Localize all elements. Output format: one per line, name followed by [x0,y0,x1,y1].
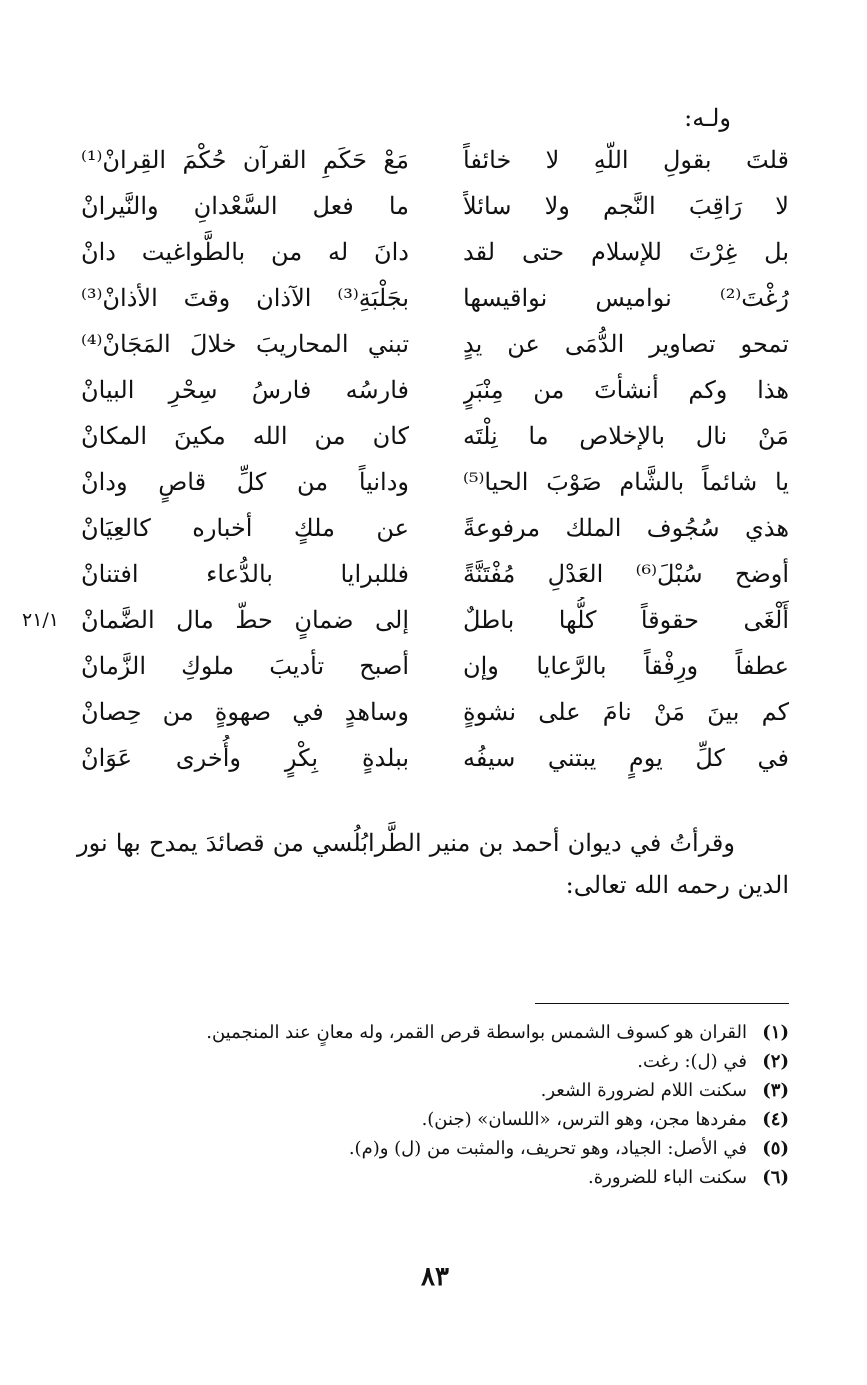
verse-second-hemistich: وساهدٍ في صهوةٍ من حِصانْ [81,698,409,726]
verse-second-hemistich: تبني المحاريبَ خلالَ المَجَانْ⁽⁴⁾ [81,330,409,358]
footnote-number: (٤) [762,1109,789,1130]
verse [0,413,867,459]
footnote-text: القران هو كسوف الشمس بواسطة قرص القمر، وله معانٍ عند المنجمين. [206,1022,747,1043]
verse [0,551,867,597]
margin-reference: ٢١/١ [22,609,60,631]
verse-second-hemistich: فارسُه فارسُ سِحْرِ البيانْ [81,376,409,404]
footnote-text: في الأصل: الجياد، وهو تحريف، والمثبت من (ل) و(م). [348,1138,747,1159]
verse [0,643,867,689]
verse-second-hemistich: أصبح تأديبَ ملوكِ الزَّمانْ [81,652,409,680]
verse-first-hemistich: رُغْتَ⁽²⁾ نواميس نواقيسها [463,284,789,312]
prose-paragraph [77,822,789,906]
verse-second-hemistich: مَعْ حَكَمِ القرآن حُكْمَ القِرانْ⁽¹⁾ [81,146,409,174]
verse [0,229,867,275]
footnote [77,1163,789,1192]
verse [0,321,867,367]
verse-second-hemistich: كان من الله مكينَ المكانْ [81,422,409,450]
verse-first-hemistich: تمحو تصاوير الدُّمَى عن يدٍ [463,330,789,358]
verse-first-hemistich: كم بينَ مَنْ نامَ على نشوةٍ [463,698,789,726]
verse-second-hemistich: عن ملكٍ أخباره كالعِيَانْ [81,514,409,542]
verse-first-hemistich: أوضح سُبْلَ⁽⁶⁾ العَدْلِ مُفْتَنَّةً [463,560,789,588]
verse-second-hemistich: ما فعل السَّعْدانِ والنَّيرانْ [81,192,409,220]
verse-first-hemistich: بل غِرْتَ للإسلام حتى لقد [463,238,789,266]
verse-second-hemistich: بجَلْبَةِ⁽³⁾ الآذان وقتَ الأذانْ⁽³⁾ [81,284,409,312]
verse [0,367,867,413]
verse-second-hemistich: دانَ له من بالطَّواغيت دانْ [81,238,409,266]
verse-first-hemistich: هذي سُجُوف الملك مرفوعةً [463,514,789,542]
verse-first-hemistich: عطفاً ورِفْقاً بالرَّعايا وإن [463,652,789,680]
footnote-number: (٢) [762,1051,789,1072]
page-number: ٨٣ [421,1262,449,1292]
footnote-number: (٥) [762,1138,789,1159]
poem-intro: ولـه: [684,104,731,132]
verse [0,505,867,551]
verse [0,459,867,505]
footnote [77,1018,789,1047]
footnote-text: سكنت اللام لضرورة الشعر. [540,1080,747,1101]
footnote-text: في (ل): رغت. [637,1051,747,1072]
footnote-text: سكنت الباء للضرورة. [588,1167,747,1188]
footnote [77,1047,789,1076]
footnote-separator [535,1003,789,1004]
verse-first-hemistich: مَنْ نال بالإخلاص ما نِلْتَه [463,422,789,450]
verse [0,735,867,781]
verse [0,275,867,321]
footnote-number: (٦) [762,1167,789,1188]
verse-first-hemistich: في كلِّ يومٍ يبتني سيفُه [463,744,789,772]
verse [0,137,867,183]
footnote [77,1076,789,1105]
verse-first-hemistich: يا شائماً بالشَّام صَوْبَ الحيا⁽⁵⁾ [463,468,789,496]
verse-first-hemistich: هذا وكم أنشأتَ من مِنْبَرٍ [463,376,789,404]
verse-second-hemistich: ودانياً من كلِّ قاصٍ ودانْ [81,468,409,496]
footnote [77,1105,789,1134]
verse-second-hemistich: فللبرايا بالدُّعاء افتنانْ [81,560,409,588]
verse-first-hemistich: قلتَ بقولِ اللّهِ لا خائفاً [463,146,789,174]
verse-first-hemistich: لا رَاقِبَ النَّجم ولا سائلاً [463,192,789,220]
footnote [77,1134,789,1163]
footnote-number: (٣) [762,1080,789,1101]
verse [0,597,867,643]
footnote-number: (١) [762,1022,789,1043]
footnotes [77,1018,789,1192]
verse-second-hemistich: ببلدةٍ بِكْرٍ وأُخرى عَوَانْ [81,744,409,772]
verse [0,689,867,735]
footnote-text: مفردها مجن، وهو الترس، «اللسان» (جنن). [421,1109,747,1130]
verse-second-hemistich: إلى ضمانٍ حطّ مال الضَّمانْ [81,606,409,634]
verse-first-hemistich: أَلْغَى حقوقاً كلُّها باطلٌ [463,606,789,634]
prose-text: وقرأتُ في ديوان أحمد بن منير الطَّرابُلُسي من قصائدَ يمدح بها نور الدين رحمه الله تعالى: [77,829,789,899]
verse [0,183,867,229]
